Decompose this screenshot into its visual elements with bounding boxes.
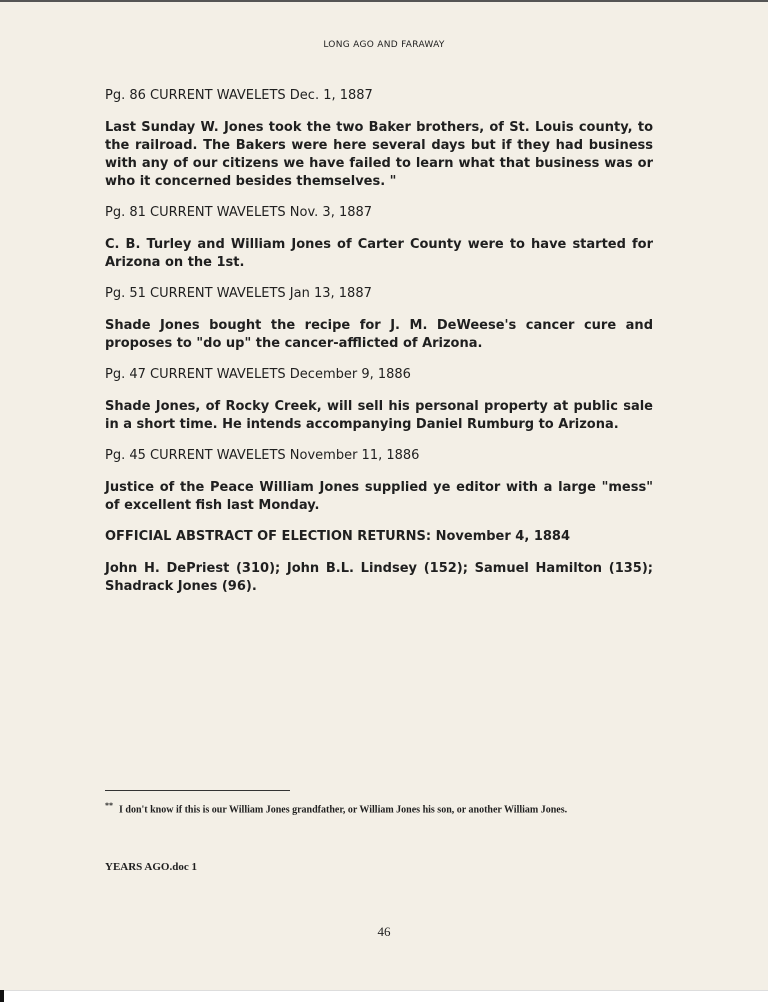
entry-body: John H. DePriest (310); John B.L. Lindsey (152); Samuel Hamilton (135); Shadrack Jones (96). [105, 561, 653, 594]
entry-body: C. B. Turley and William Jones of Carter County were to have started for Arizona on the 1st. [105, 237, 653, 270]
entry-heading: Pg. 51 CURRENT WAVELETS Jan 13, 1887 [105, 286, 372, 301]
bottom-edge-mark [0, 990, 4, 1002]
document-filename: YEARS AGO.doc 1 [105, 861, 197, 873]
footnote-separator [105, 790, 290, 791]
entry-body: Shade Jones bought the recipe for J. M. DeWeese's cancer cure and proposes to "do up" the cancer-afflicted of Arizona. [105, 318, 653, 351]
page-number: 46 [377, 924, 391, 939]
entry-heading: Pg. 45 CURRENT WAVELETS November 11, 1886 [105, 448, 420, 463]
top-border-line [0, 0, 768, 2]
entry-heading: Pg. 47 CURRENT WAVELETS December 9, 1886 [105, 367, 411, 382]
entry-heading: Pg. 86 CURRENT WAVELETS Dec. 1, 1887 [105, 88, 373, 103]
entries-list [105, 88, 653, 610]
bottom-edge [0, 990, 768, 1003]
footnote-text: I don't know if this is our William Jones grandfather, or William Jones his son, or another William Jones. [119, 804, 568, 816]
footnote [105, 798, 645, 818]
entry-body: Shade Jones, of Rocky Creek, will sell his personal property at public sale in a short time. He intends accompanying Daniel Rumburg to Arizona. [105, 399, 653, 432]
entry-body: Justice of the Peace William Jones supplied ye editor with a large "mess" of excellent fish last Monday. [105, 480, 653, 513]
footnote-marker: ** [105, 801, 113, 810]
entry-heading: OFFICIAL ABSTRACT OF ELECTION RETURNS: November 4, 1884 [105, 529, 570, 544]
entry-heading: Pg. 81 CURRENT WAVELETS Nov. 3, 1887 [105, 205, 373, 220]
entry-body: Last Sunday W. Jones took the two Baker brothers, of St. Louis county, to the railroad. The Bakers were here several days but if they had business with any of our citizens we have failed to learn what that business was or who it concerned besides themselves. " [105, 120, 653, 189]
running-header: LONG AGO AND FARAWAY [323, 40, 445, 50]
